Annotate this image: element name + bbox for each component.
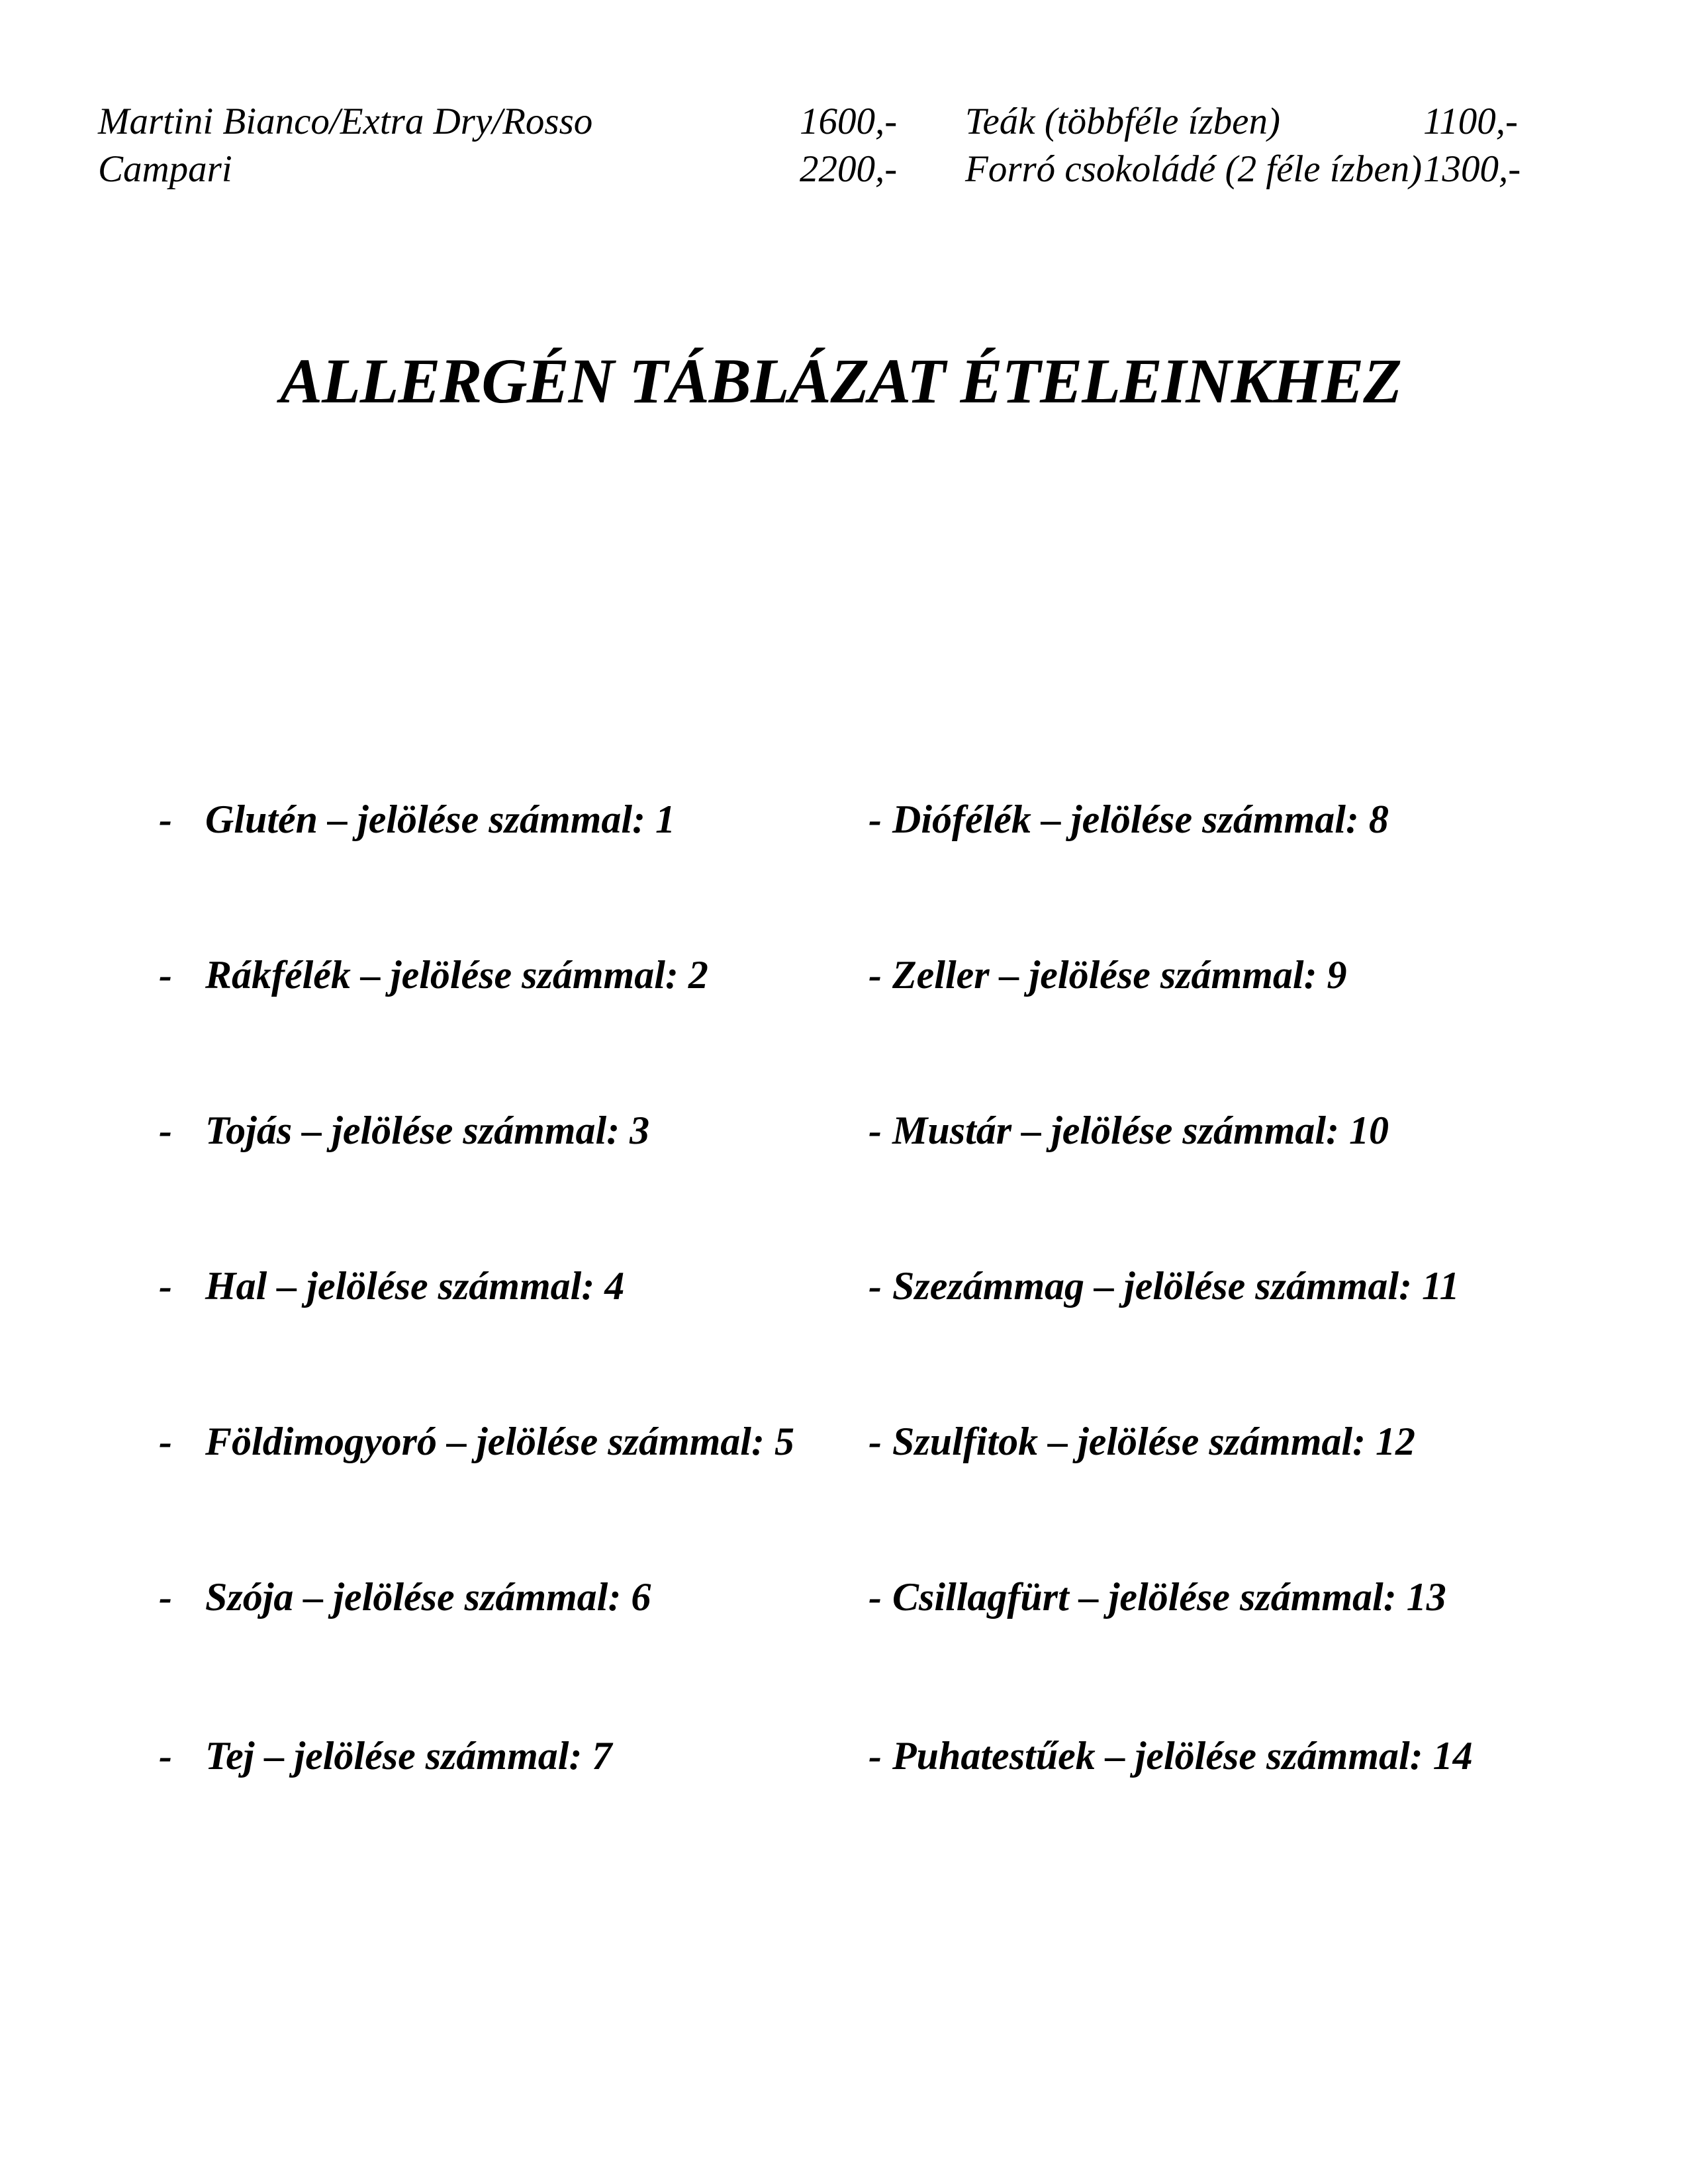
list-bullet-dash: - [159,797,172,841]
list-bullet-dash: - [868,953,882,997]
allergen-list-item [868,1109,1389,1152]
allergen-list-item [159,953,708,997]
menu-item-name: Martini Bianco/Extra Dry/Rosso [98,101,593,142]
menu-item-price: 1100,- [1423,101,1519,142]
list-bullet-dash: - [159,1575,172,1619]
list-bullet-dash: - [868,1109,882,1152]
allergen-label: Szezámmag – jelölése számmal: 11 [892,1264,1460,1308]
list-bullet-dash: - [868,1575,882,1619]
list-bullet-dash: - [868,1420,882,1463]
allergen-label: Hal – jelölése számmal: 4 [205,1264,625,1308]
allergen-label: Diófélék – jelölése számmal: 8 [892,797,1389,841]
menu-item-name: Forró csokoládé (2 féle ízben) [965,148,1423,190]
allergen-label: Mustár – jelölése számmal: 10 [892,1109,1389,1152]
list-bullet-dash: - [159,1420,172,1463]
list-bullet-dash: - [868,797,882,841]
allergen-list-item [159,1420,794,1463]
allergen-label: Rákfélék – jelölése számmal: 2 [205,953,708,997]
allergen-list-item [159,797,675,841]
menu-item-name: Campari [98,148,232,190]
allergen-list-item [868,797,1389,841]
menu-item-price: 1300,- [1423,148,1521,190]
menu-item-name: Teák (többféle ízben) [965,101,1280,142]
allergen-list-item [868,1734,1473,1778]
menu-item-price: 1600,- [800,101,898,142]
list-bullet-dash: - [159,1264,172,1308]
allergen-label: Tej – jelölése számmal: 7 [205,1734,612,1778]
allergen-label: Csillagfürt – jelölése számmal: 13 [892,1575,1446,1619]
allergen-list-item [159,1575,651,1619]
allergen-list-item [868,1420,1415,1463]
allergen-list-item [868,953,1347,997]
menu-item-price: 2200,- [800,148,898,190]
list-bullet-dash: - [159,1734,172,1778]
list-bullet-dash: - [868,1734,882,1778]
allergen-label: Glutén – jelölése számmal: 1 [205,797,675,841]
page-title: ALLERGÉN TÁBLÁZAT ÉTELEINKHEZ [280,345,1401,416]
allergen-list-item [159,1109,649,1152]
list-bullet-dash: - [159,953,172,997]
allergen-label: Szója – jelölése számmal: 6 [205,1575,651,1619]
allergen-list-item [868,1264,1460,1308]
allergen-list-item [868,1575,1446,1619]
allergen-list-item [159,1734,612,1778]
list-bullet-dash: - [159,1109,172,1152]
allergen-label: Tojás – jelölése számmal: 3 [205,1109,650,1152]
allergen-label: Puhatestűek – jelölése számmal: 14 [892,1734,1473,1778]
allergen-label: Zeller – jelölése számmal: 9 [892,953,1347,997]
allergen-label: Szulfitok – jelölése számmal: 12 [892,1420,1416,1463]
allergen-label: Földimogyoró – jelölése számmal: 5 [205,1420,794,1463]
list-bullet-dash: - [868,1264,882,1308]
allergen-list-item [159,1264,624,1308]
